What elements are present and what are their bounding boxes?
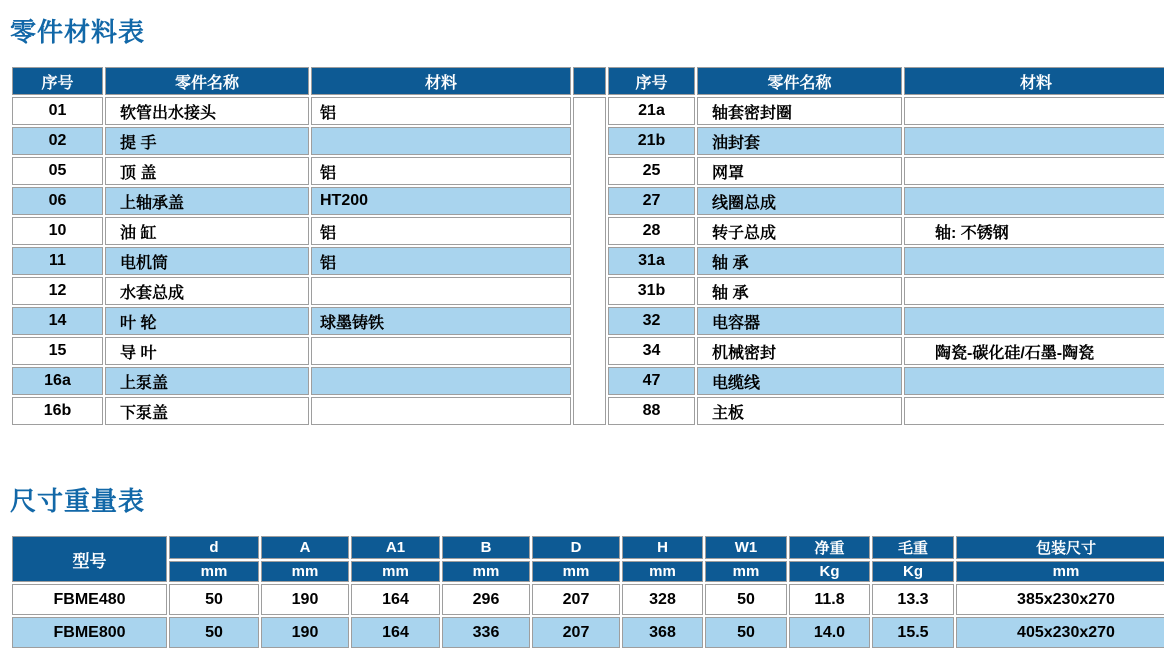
part-no: 01	[12, 97, 103, 125]
part-material	[311, 367, 571, 395]
header-dim-label: B	[442, 536, 530, 559]
part-no: 16b	[12, 397, 103, 425]
dim-value: 50	[169, 617, 259, 648]
header-dim-label: A	[261, 536, 349, 559]
dim-value: 207	[532, 617, 620, 648]
header-no-right: 序号	[608, 67, 695, 95]
part-material	[904, 127, 1164, 155]
part-no: 34	[608, 337, 695, 365]
part-material	[904, 157, 1164, 185]
size-table-header	[12, 536, 1164, 582]
part-material: 铝	[311, 217, 571, 245]
size-table-row	[12, 584, 1164, 615]
header-name-right: 零件名称	[697, 67, 902, 95]
part-material: HT200	[311, 187, 571, 215]
part-no: 47	[608, 367, 695, 395]
model-name: FBME800	[12, 617, 167, 648]
separator-column	[573, 97, 606, 425]
part-no: 21a	[608, 97, 695, 125]
size-header-row-labels	[12, 536, 1164, 559]
part-no: 06	[12, 187, 103, 215]
header-dim-unit: mm	[705, 561, 787, 582]
header-dim-unit: mm	[169, 561, 259, 582]
dim-value: 385x230x270	[956, 584, 1164, 615]
header-model: 型号	[12, 536, 167, 582]
header-material-right: 材料	[904, 67, 1164, 95]
header-material-left: 材料	[311, 67, 571, 95]
dim-value: 336	[442, 617, 530, 648]
part-material	[311, 127, 571, 155]
part-name: 轴套密封圈	[697, 97, 902, 125]
part-name: 提 手	[105, 127, 309, 155]
part-name: 主板	[697, 397, 902, 425]
part-no: 14	[12, 307, 103, 335]
header-dim-label: d	[169, 536, 259, 559]
part-name: 下泵盖	[105, 397, 309, 425]
part-name: 上轴承盖	[105, 187, 309, 215]
part-no: 15	[12, 337, 103, 365]
parts-table-row	[12, 97, 1164, 125]
part-material: 轴: 不锈钢	[904, 217, 1164, 245]
size-header-row-units	[12, 561, 1164, 582]
part-no: 28	[608, 217, 695, 245]
dim-value: 50	[705, 584, 787, 615]
part-material	[904, 97, 1164, 125]
header-separator	[573, 67, 606, 95]
dim-value: 405x230x270	[956, 617, 1164, 648]
parts-table-body	[12, 97, 1164, 425]
part-no: 02	[12, 127, 103, 155]
part-name: 软管出水接头	[105, 97, 309, 125]
header-dim-unit: mm	[622, 561, 703, 582]
parts-table-header	[12, 67, 1164, 95]
header-dim-unit: mm	[532, 561, 620, 582]
part-name: 网罩	[697, 157, 902, 185]
part-no: 31a	[608, 247, 695, 275]
part-name: 轴 承	[697, 277, 902, 305]
dim-value: 13.3	[872, 584, 954, 615]
part-material	[311, 277, 571, 305]
dim-value: 164	[351, 584, 440, 615]
part-name: 叶 轮	[105, 307, 309, 335]
part-material	[311, 397, 571, 425]
part-material	[311, 337, 571, 365]
part-name: 油 缸	[105, 217, 309, 245]
part-no: 25	[608, 157, 695, 185]
dim-value: 50	[705, 617, 787, 648]
part-name: 水套总成	[105, 277, 309, 305]
part-name: 电机筒	[105, 247, 309, 275]
dim-value: 328	[622, 584, 703, 615]
dim-value: 15.5	[872, 617, 954, 648]
header-dim-unit: mm	[261, 561, 349, 582]
part-name: 电缆线	[697, 367, 902, 395]
part-no: 21b	[608, 127, 695, 155]
header-name-left: 零件名称	[105, 67, 309, 95]
dim-value: 368	[622, 617, 703, 648]
part-name: 机械密封	[697, 337, 902, 365]
header-no-left: 序号	[12, 67, 103, 95]
part-material	[904, 397, 1164, 425]
header-dim-label: W1	[705, 536, 787, 559]
part-no: 10	[12, 217, 103, 245]
part-name: 导 叶	[105, 337, 309, 365]
dim-value: 50	[169, 584, 259, 615]
dim-value: 190	[261, 584, 349, 615]
header-dim-unit: Kg	[789, 561, 870, 582]
part-no: 05	[12, 157, 103, 185]
model-name: FBME480	[12, 584, 167, 615]
header-dim-unit: mm	[442, 561, 530, 582]
part-name: 线圈总成	[697, 187, 902, 215]
size-table-body	[12, 584, 1164, 648]
header-dim-label: A1	[351, 536, 440, 559]
dim-value: 296	[442, 584, 530, 615]
part-no: 11	[12, 247, 103, 275]
part-no: 31b	[608, 277, 695, 305]
part-name: 电容器	[697, 307, 902, 335]
part-no: 16a	[12, 367, 103, 395]
header-dim-unit: mm	[956, 561, 1164, 582]
header-dim-label: 包装尺寸	[956, 536, 1164, 559]
dim-value: 207	[532, 584, 620, 615]
header-dim-unit: Kg	[872, 561, 954, 582]
part-no: 88	[608, 397, 695, 425]
parts-header-row	[12, 67, 1164, 95]
size-table-title: 尺寸重量表	[10, 486, 146, 516]
part-material	[904, 277, 1164, 305]
header-dim-label: 毛重	[872, 536, 954, 559]
part-material: 铝	[311, 97, 571, 125]
part-name: 上泵盖	[105, 367, 309, 395]
part-material	[904, 247, 1164, 275]
dim-value: 190	[261, 617, 349, 648]
header-dim-unit: mm	[351, 561, 440, 582]
part-name: 转子总成	[697, 217, 902, 245]
dim-value: 164	[351, 617, 440, 648]
part-name: 油封套	[697, 127, 902, 155]
dim-value: 14.0	[789, 617, 870, 648]
part-no: 32	[608, 307, 695, 335]
part-material	[904, 367, 1164, 395]
header-dim-label: D	[532, 536, 620, 559]
dim-value: 11.8	[789, 584, 870, 615]
part-material: 铝	[311, 247, 571, 275]
parts-table-title: 零件材料表	[10, 17, 146, 47]
part-no: 12	[12, 277, 103, 305]
part-material: 球墨铸铁	[311, 307, 571, 335]
part-material: 陶瓷-碳化硅/石墨-陶瓷	[904, 337, 1164, 365]
size-table-row	[12, 617, 1164, 648]
part-material: 铝	[311, 157, 571, 185]
part-material	[904, 307, 1164, 335]
part-name: 轴 承	[697, 247, 902, 275]
part-name: 顶 盖	[105, 157, 309, 185]
header-dim-label: 净重	[789, 536, 870, 559]
part-no: 27	[608, 187, 695, 215]
header-dim-label: H	[622, 536, 703, 559]
part-material	[904, 187, 1164, 215]
size-weight-table	[10, 534, 1164, 650]
parts-material-table	[10, 65, 1164, 427]
